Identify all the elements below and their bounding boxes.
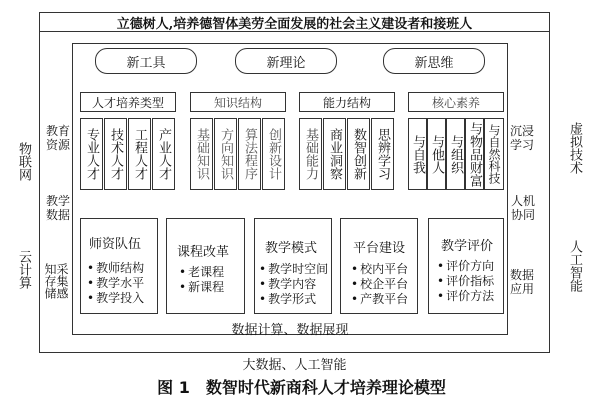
reform-box-teaching-mode [254,218,332,314]
reform-list: • 评价方向 • 评价指标 • 评价方法 [437,259,494,304]
right-label-immersive-learning: 沉浸学习 [510,124,535,152]
category-item: 商业洞察 [323,118,346,190]
right-label-data-application: 数据应用 [510,268,535,296]
pill-new-theory: 新理论 [235,48,337,74]
category-item: 方向知识 [214,118,237,190]
category-item: 与他人 [427,118,446,190]
category-item: 基础能力 [299,118,322,190]
left-label-teaching-data: 教学数据 [46,194,71,222]
pill-new-thinking: 新思维 [383,48,485,74]
category-title-talent-types: 人才培养类型 [80,92,176,112]
category-item: 思辨学习 [371,118,394,190]
reform-title: 师资队伍 [89,237,142,252]
right-label-human-machine: 人机协同 [510,194,535,222]
right-outer-virtual: 虚拟技术 [567,122,582,174]
category-item: 与组织 [446,118,465,190]
reform-list: • 老课程 • 新课程 [179,265,224,295]
top-banner: 立德树人,培养德智体美劳全面发展的社会主义建设者和接班人 [39,12,550,32]
category-title-ability: 能力结构 [299,92,395,112]
figure-caption: 图 1 数智时代新商科人才培养理论模型 [157,377,446,397]
bottom-inner-label: 数据计算、数据展现 [231,322,349,338]
reform-box-platform [340,218,418,314]
reform-box-teachers [80,218,158,314]
category-item: 与自然科技 [484,118,504,190]
reform-list: • 教学时空间 • 教学内容 • 教学形式 [259,262,328,307]
reform-box-evaluation [428,218,504,314]
category-item: 专业人才 [80,118,103,190]
category-item: 算法程序 [238,118,261,190]
category-title-knowledge: 知识结构 [190,92,286,112]
right-outer-ai: 人工智能 [567,240,582,292]
category-item: 产业人才 [152,118,175,190]
category-item: 工程人才 [128,118,151,190]
reform-list: • 教师结构 • 教学水平 • 教学投入 [87,261,144,306]
category-title-core-literacy: 核心素养 [408,92,504,112]
category-item: 基础知识 [190,118,213,190]
reform-box-curriculum [166,218,245,314]
left-outer-cloud: 云计算 [16,250,31,289]
category-item: 数智创新 [347,118,370,190]
bottom-outer-label: 大数据、人工智能 [242,357,347,373]
reform-list: • 校内平台 • 校企平台 • 产教平台 [351,262,408,307]
left-outer-iot: 物联网 [16,142,31,181]
reform-title: 教学模式 [265,241,318,256]
reform-title: 教学评价 [441,239,494,254]
left-label-education-resources: 教育资源 [46,124,71,152]
category-item: 创新设计 [262,118,285,190]
pill-new-tools: 新工具 [95,48,197,74]
category-item: 与自我 [408,118,427,190]
reform-title: 平台建设 [353,241,406,256]
category-item: 与物品财富 [465,118,484,190]
category-item: 技术人才 [104,118,127,190]
left-label-collect-store: 采集感知存储 [43,263,69,299]
reform-title: 课程改革 [177,245,230,260]
